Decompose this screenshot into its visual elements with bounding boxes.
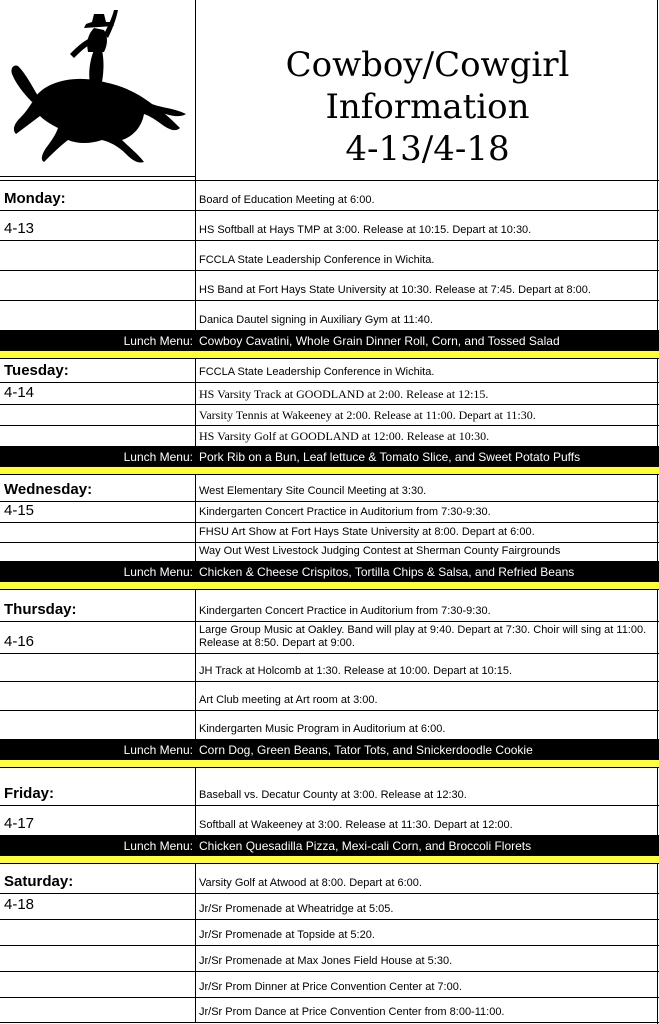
event-text: Jr/Sr Promenade at Topside at 5:20. [199,929,375,941]
yellow-separator [0,351,659,359]
event-text: West Elementary Site Council Meeting at 3:30. [199,485,427,497]
event-text: Kindergarten Concert Practice in Auditorium from 7:30-9:30. [199,506,491,518]
title-line-2: Information [325,87,530,127]
schedule-row [0,543,659,562]
lunch-menu-text: Chicken Quesadilla Pizza, Mexi-cali Corn, and Broccoli Florets [199,839,532,853]
event-text: Danica Dautel signing in Auxiliary Gym at 11:40. [199,314,433,326]
event-text: FCCLA State Leadership Conference in Wichita. [199,366,435,378]
event-text: HS Varsity Golf at GOODLAND at 12:00. Release at 10:30. [199,429,490,443]
event-text: Baseball vs. Decatur County at 3:00. Release at 12:30. [199,789,467,801]
day-date: 4-13 [4,220,35,237]
lunch-menu-label: Lunch Menu: [123,839,193,853]
lunch-menu-bar [0,562,659,582]
lunch-menu-text: Chicken & Cheese Crispitos, Tortilla Chips & Salsa, and Refried Beans [199,565,575,579]
day-date: 4-14 [4,384,35,401]
lunch-menu-text: Corn Dog, Green Beans, Tator Tots, and Snickerdoodle Cookie [199,743,533,757]
event-text: Way Out West Livestock Judging Contest at Sherman County Fairgrounds [199,545,561,557]
day-name: Tuesday: [4,362,69,379]
schedule-row [0,920,659,946]
day-date: 4-16 [4,633,35,650]
lunch-menu-text: Cowboy Cavatini, Whole Grain Dinner Roll, Corn, and Tossed Salad [199,334,560,348]
event-text: Board of Education Meeting at 6:00. [199,194,375,206]
event-text: JH Track at Holcomb at 1:30. Release at 10:00. Depart at 10:15. [199,665,513,677]
day-name: Monday: [4,190,66,207]
event-text: Jr/Sr Promenade at Max Jones Field House at 5:30. [199,955,453,967]
yellow-separator [0,582,659,590]
day-name: Friday: [4,785,55,802]
schedule-row [0,241,659,271]
schedule-row [0,211,659,241]
schedule-row [0,181,659,211]
lunch-menu-label: Lunch Menu: [123,450,193,464]
event-text: Art Club meeting at Art room at 3:00. [199,694,378,706]
event-text: Kindergarten Music Program in Auditorium at 6:00. [199,723,446,735]
day-name: Saturday: [4,873,74,890]
schedule-row [0,590,659,622]
lunch-menu-bar [0,331,659,351]
schedule-row [0,359,659,383]
schedule-row [0,768,659,806]
header-rule-left [0,176,196,177]
schedule-row [0,946,659,972]
event-text: HS Softball at Hays TMP at 3:00. Release at 10:15. Depart at 10:30. [199,224,532,236]
yellow-separator [0,467,659,475]
lunch-menu-label: Lunch Menu: [123,743,193,757]
day-name: Thursday: [4,601,77,618]
event-text: Large Group Music at Oakley. Band will play at 9:40. Depart at 7:30. Choir will sing at 11:00. Release at 8:50. Depart at 9:00. [199,624,647,649]
lunch-menu-bar [0,447,659,467]
day-date: 4-18 [4,896,35,913]
schedule-row [0,383,659,405]
event-text: Softball at Wakeeney at 3:00. Release at 11:30. Depart at 12:00. [199,819,513,831]
schedule-row [0,475,659,502]
schedule-row [0,426,659,447]
lunch-menu-bar [0,740,659,760]
schedule-row [0,894,659,920]
event-text: Jr/Sr Prom Dance at Price Convention Center from 8:00-11:00. [199,1006,505,1018]
lunch-menu-label: Lunch Menu: [123,565,193,579]
day-name: Wednesday: [4,481,93,498]
bucking-horse-rider-icon [4,4,190,170]
title-line-1: Cowboy/Cowgirl [285,45,570,85]
event-text: Jr/Sr Prom Dinner at Price Convention Center at 7:00. [199,981,462,993]
schedule-row [0,523,659,543]
schedule-row [0,654,659,682]
event-text: HS Varsity Track at GOODLAND at 2:00. Release at 12:15. [199,387,489,401]
event-text: Jr/Sr Promenade at Wheatridge at 5:05. [199,903,394,915]
schedule-row [0,622,659,654]
schedule-row [0,806,659,836]
yellow-separator [0,760,659,768]
lunch-menu-bar [0,836,659,856]
event-text: Varsity Golf at Atwood at 8:00. Depart at 6:00. [199,877,422,889]
day-date: 4-15 [4,502,35,519]
yellow-separator [0,856,659,864]
schedule-row [0,682,659,711]
schedule-row [0,864,659,894]
header [0,0,659,181]
schedule-row [0,998,659,1023]
lunch-menu-label: Lunch Menu: [123,334,193,348]
schedule-row [0,301,659,331]
title-line-3: 4-13/4-18 [345,129,510,169]
event-text: FHSU Art Show at Fort Hays State University at 8:00. Depart at 6:00. [199,526,535,538]
event-text: Kindergarten Concert Practice in Auditorium from 7:30-9:30. [199,605,491,617]
event-text: FCCLA State Leadership Conference in Wichita. [199,254,435,266]
header-divider [195,0,196,181]
event-text: HS Band at Fort Hays State University at 10:30. Release at 7:45. Depart at 8:00. [199,284,591,296]
schedule-row [0,972,659,998]
event-text: Varsity Tennis at Wakeeney at 2:00. Release at 11:00. Depart at 11:30. [199,408,536,422]
schedule-row [0,502,659,523]
schedule-row [0,711,659,740]
day-date: 4-17 [4,815,35,832]
schedule-row [0,405,659,426]
lunch-menu-text: Pork Rib on a Bun, Leaf lettuce & Tomato Slice, and Sweet Potato Puffs [199,450,581,464]
page-title [196,44,659,170]
schedule-row [0,271,659,301]
